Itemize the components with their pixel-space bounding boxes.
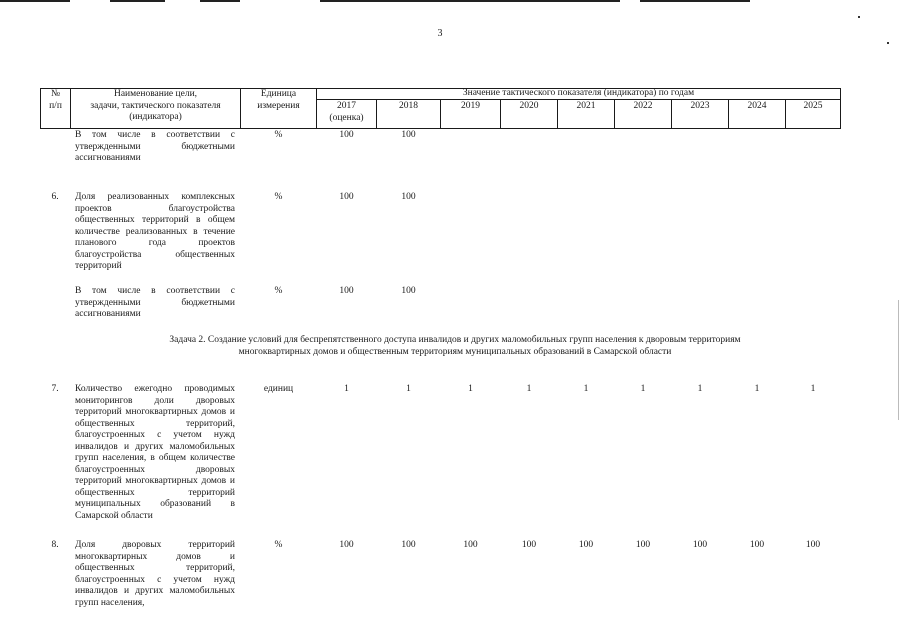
indicator-description: В том числе в соответствии с утвержденными бюджетными ассигнованиями — [75, 130, 235, 163]
indicator-description: Количество ежегодно проводимых мониторингов доли дворовых территорий многоквартирных домов и общественных территорий, благоустроенных с учетом нужд инвалидов и других маломобильных групп населения, в общем количестве благоустроенных дворовых территорий многоквартирных домов и общественных территорий муниципальных образований в Самарской области — [75, 384, 235, 521]
value-cell: 1 — [583, 384, 589, 394]
value-cell: 100 — [401, 130, 416, 140]
value-cell: 1 — [754, 384, 760, 394]
value-cell: 100 — [749, 540, 765, 550]
header-unit: Единица измерения — [257, 89, 300, 111]
row-number: 8. — [51, 540, 59, 550]
indicator-description: Доля реализованных комплексных проектов благоустройства общественных территорий в общем количестве реализованных в течение планового года проектов благоустройства общественных территорий — [75, 192, 235, 271]
indicator-description: Доля дворовых территорий многоквартирных домов и общественных территорий, благоустроенных с учетом нужд инвалидов и других маломобильных групп населения, — [75, 540, 235, 608]
scan-artifact-line — [320, 0, 620, 2]
header-values: Значение тактического показателя (индикатора) по годам — [462, 88, 695, 98]
value-cell: 1 — [697, 384, 703, 394]
value-cell: 100 — [578, 540, 594, 550]
header-year: 2021 — [576, 101, 596, 111]
scan-artifact-line — [200, 0, 240, 2]
value-cell: 1 — [468, 384, 473, 394]
scan-artifact-line — [0, 0, 70, 2]
header-num: № п/п — [49, 89, 62, 111]
indicator-description: В том числе в соответствии с утвержденными бюджетными ассигнованиями — [75, 286, 235, 319]
value-cell: 100 — [401, 286, 416, 296]
page-number: 3 — [437, 28, 443, 39]
value-cell: 1 — [810, 384, 816, 394]
header-name: Наименование цели, задачи, тактического показателя (индикатора) — [90, 89, 221, 122]
header-year: 2017 (оценка) — [329, 101, 364, 123]
unit-cell: % — [274, 130, 283, 140]
task-heading: Задача 2. Создание условий для беспрепятственного доступа инвалидов и других маломобильных групп населения к дворовым территориям многоквартирных домов и общественным территориям муниципальных образований в Самарской области — [169, 335, 741, 357]
header-year: 2024 — [747, 101, 767, 111]
unit-cell: единиц — [263, 384, 294, 394]
unit-cell: % — [274, 192, 283, 202]
header-year: 2022 — [633, 101, 653, 111]
value-cell: 100 — [463, 540, 478, 550]
scan-speck — [887, 42, 889, 44]
row-number: 7. — [51, 384, 59, 394]
header-year: 2019 — [461, 101, 480, 111]
header-year: 2018 — [399, 101, 418, 111]
row-number: 6. — [51, 192, 59, 202]
value-cell: 1 — [406, 384, 411, 394]
scan-edge — [898, 300, 899, 420]
value-cell: 100 — [339, 192, 354, 202]
header-year: 2023 — [690, 101, 710, 111]
value-cell: 100 — [339, 286, 354, 296]
scan-artifact-line — [640, 0, 750, 2]
value-cell: 100 — [401, 540, 416, 550]
scan-speck — [858, 16, 860, 18]
value-cell: 100 — [339, 540, 354, 550]
header-year: 2020 — [519, 101, 539, 111]
value-cell: 1 — [640, 384, 646, 394]
value-cell: 100 — [692, 540, 708, 550]
value-cell: 100 — [521, 540, 537, 550]
value-cell: 100 — [339, 130, 354, 140]
value-cell: 100 — [401, 192, 416, 202]
header-year: 2025 — [803, 101, 823, 111]
scan-artifact-line — [110, 0, 165, 2]
value-cell: 100 — [805, 540, 821, 550]
value-cell: 100 — [635, 540, 651, 550]
unit-cell: % — [274, 540, 283, 550]
value-cell: 1 — [344, 384, 349, 394]
unit-cell: % — [274, 286, 283, 296]
value-cell: 1 — [526, 384, 532, 394]
